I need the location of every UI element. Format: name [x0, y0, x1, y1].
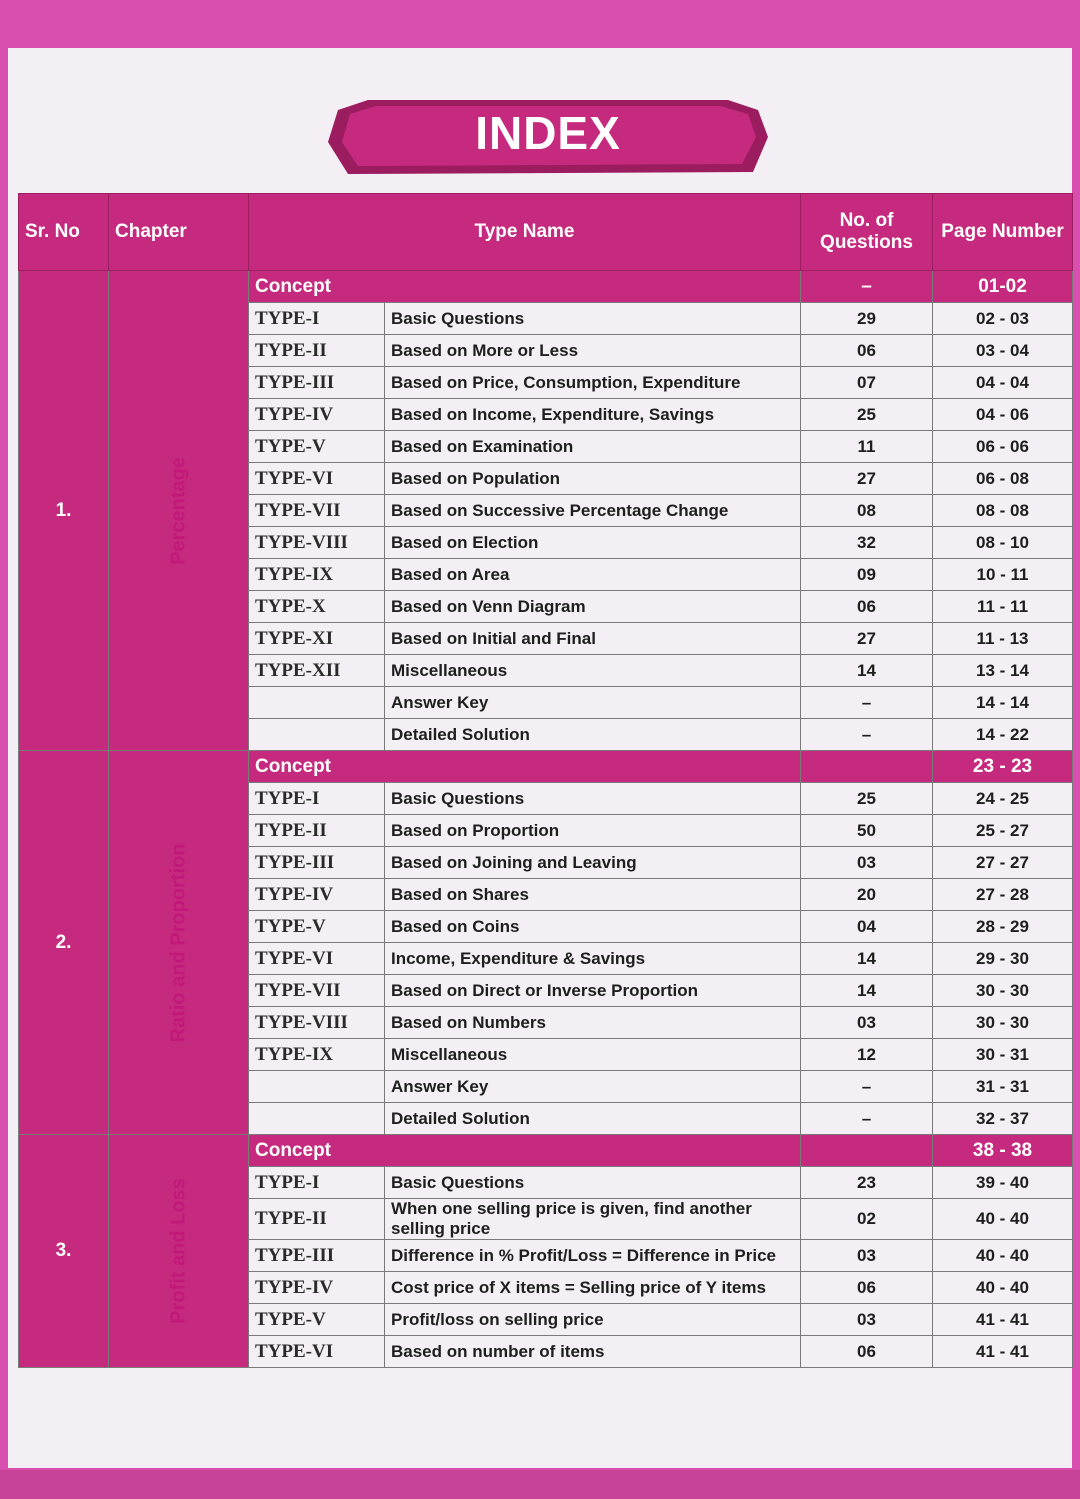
concept-row — [19, 751, 1073, 783]
type-name: Based on More or Less — [385, 335, 801, 367]
page-range: 08 - 08 — [933, 495, 1073, 527]
type-label: TYPE-VI — [249, 463, 385, 495]
question-count: 04 — [801, 911, 933, 943]
type-label — [249, 719, 385, 751]
question-count: 29 — [801, 303, 933, 335]
question-count: 03 — [801, 847, 933, 879]
type-label: TYPE-X — [249, 591, 385, 623]
type-label: TYPE-IX — [249, 1039, 385, 1071]
type-label: TYPE-III — [249, 847, 385, 879]
type-name: Based on Area — [385, 559, 801, 591]
concept-questions — [801, 751, 933, 783]
type-name: Answer Key — [385, 687, 801, 719]
concept-questions — [801, 1135, 933, 1167]
cover-edge — [0, 1470, 1080, 1499]
question-count: 14 — [801, 943, 933, 975]
type-label: TYPE-I — [249, 303, 385, 335]
type-label: TYPE-XII — [249, 655, 385, 687]
type-label: TYPE-IV — [249, 399, 385, 431]
question-count: 27 — [801, 623, 933, 655]
type-label: TYPE-VII — [249, 975, 385, 1007]
concept-questions: – — [801, 271, 933, 303]
question-count: 06 — [801, 1272, 933, 1304]
type-name: Based on Numbers — [385, 1007, 801, 1039]
type-name: Answer Key — [385, 1071, 801, 1103]
page-range: 30 - 30 — [933, 1007, 1073, 1039]
page-range: 02 - 03 — [933, 303, 1073, 335]
type-name: Based on Election — [385, 527, 801, 559]
chapter-name-cell — [109, 271, 249, 751]
page-range: 27 - 28 — [933, 879, 1073, 911]
type-name: Based on Initial and Final — [385, 623, 801, 655]
type-label: TYPE-IX — [249, 559, 385, 591]
type-name: Based on Coins — [385, 911, 801, 943]
type-label: TYPE-IV — [249, 1272, 385, 1304]
question-count: – — [801, 687, 933, 719]
type-name: Based on Direct or Inverse Proportion — [385, 975, 801, 1007]
type-name: Based on Shares — [385, 879, 801, 911]
type-name: Based on number of items — [385, 1336, 801, 1368]
type-label: TYPE-II — [249, 335, 385, 367]
concept-label: Concept — [249, 1135, 801, 1167]
page-range: 30 - 30 — [933, 975, 1073, 1007]
type-label: TYPE-II — [249, 815, 385, 847]
type-name: Based on Price, Consumption, Expenditure — [385, 367, 801, 399]
type-label: TYPE-VI — [249, 943, 385, 975]
question-count: 14 — [801, 975, 933, 1007]
page-range: 04 - 04 — [933, 367, 1073, 399]
page-range: 06 - 06 — [933, 431, 1073, 463]
concept-row — [19, 1135, 1073, 1167]
page-range: 06 - 08 — [933, 463, 1073, 495]
index-page — [8, 48, 1072, 1468]
type-name: Difference in % Profit/Loss = Difference in Price — [385, 1240, 801, 1272]
type-name: Basic Questions — [385, 783, 801, 815]
chapter-name: Ratio and Proportion — [167, 843, 189, 1042]
page-range: 27 - 27 — [933, 847, 1073, 879]
question-count: 06 — [801, 591, 933, 623]
question-count: 02 — [801, 1199, 933, 1240]
question-count: 32 — [801, 527, 933, 559]
type-name: Basic Questions — [385, 303, 801, 335]
type-name: Detailed Solution — [385, 1103, 801, 1135]
chapter-name: Percentage — [167, 456, 189, 565]
question-count: 11 — [801, 431, 933, 463]
type-name: Miscellaneous — [385, 655, 801, 687]
type-label: TYPE-II — [249, 1199, 385, 1240]
question-count: 14 — [801, 655, 933, 687]
type-label: TYPE-I — [249, 783, 385, 815]
type-name: Miscellaneous — [385, 1039, 801, 1071]
type-label — [249, 1103, 385, 1135]
type-label — [249, 687, 385, 719]
type-label: TYPE-V — [249, 431, 385, 463]
page-range: 24 - 25 — [933, 783, 1073, 815]
chapter-sr-no: 2. — [19, 751, 109, 1135]
concept-label: Concept — [249, 271, 801, 303]
page-range: 32 - 37 — [933, 1103, 1073, 1135]
page-range: 03 - 04 — [933, 335, 1073, 367]
type-label — [249, 1071, 385, 1103]
type-name: Based on Income, Expenditure, Savings — [385, 399, 801, 431]
page-range: 13 - 14 — [933, 655, 1073, 687]
question-count: 06 — [801, 1336, 933, 1368]
header-page-number: Page Number — [933, 194, 1073, 271]
page-range: 11 - 13 — [933, 623, 1073, 655]
concept-label: Concept — [249, 751, 801, 783]
page-range: 40 - 40 — [933, 1199, 1073, 1240]
type-name: Cost price of X items = Selling price of Y items — [385, 1272, 801, 1304]
page-range: 08 - 10 — [933, 527, 1073, 559]
type-label: TYPE-IV — [249, 879, 385, 911]
type-name: Based on Successive Percentage Change — [385, 495, 801, 527]
page-range: 40 - 40 — [933, 1272, 1073, 1304]
question-count: – — [801, 1103, 933, 1135]
concept-pages: 23 - 23 — [933, 751, 1073, 783]
table-body — [19, 271, 1073, 1368]
page-range: 41 - 41 — [933, 1304, 1073, 1336]
type-name: Profit/loss on selling price — [385, 1304, 801, 1336]
type-label: TYPE-III — [249, 367, 385, 399]
type-label: TYPE-XI — [249, 623, 385, 655]
chapter-name-cell — [109, 751, 249, 1135]
question-count: 03 — [801, 1304, 933, 1336]
index-title: INDEX — [475, 107, 621, 159]
chapter-name: Profit and Loss — [167, 1178, 189, 1324]
page-range: 14 - 22 — [933, 719, 1073, 751]
type-name: Based on Examination — [385, 431, 801, 463]
question-count: 27 — [801, 463, 933, 495]
question-count: 25 — [801, 783, 933, 815]
question-count: 03 — [801, 1240, 933, 1272]
type-name: Detailed Solution — [385, 719, 801, 751]
type-label: TYPE-V — [249, 1304, 385, 1336]
header-chapter: Chapter — [109, 194, 249, 271]
page-range: 10 - 11 — [933, 559, 1073, 591]
header-sr-no: Sr. No — [19, 194, 109, 271]
question-count: 08 — [801, 495, 933, 527]
type-label: TYPE-VIII — [249, 527, 385, 559]
type-name: Based on Joining and Leaving — [385, 847, 801, 879]
page-range: 04 - 06 — [933, 399, 1073, 431]
header-no-of-questions: No. of Questions — [801, 194, 933, 271]
type-name: Income, Expenditure & Savings — [385, 943, 801, 975]
concept-pages: 38 - 38 — [933, 1135, 1073, 1167]
index-banner — [328, 92, 768, 182]
chapter-sr-no: 3. — [19, 1135, 109, 1368]
page-range: 14 - 14 — [933, 687, 1073, 719]
question-count: 50 — [801, 815, 933, 847]
index-table — [18, 193, 1073, 1368]
page-range: 31 - 31 — [933, 1071, 1073, 1103]
type-name: When one selling price is given, find another selling price — [385, 1199, 801, 1240]
question-count: 03 — [801, 1007, 933, 1039]
type-label: TYPE-V — [249, 911, 385, 943]
question-count: 12 — [801, 1039, 933, 1071]
page-range: 40 - 40 — [933, 1240, 1073, 1272]
question-count: 09 — [801, 559, 933, 591]
page-range: 41 - 41 — [933, 1336, 1073, 1368]
concept-row — [19, 271, 1073, 303]
table-header-row — [19, 194, 1073, 271]
chapter-sr-no: 1. — [19, 271, 109, 751]
page-range: 11 - 11 — [933, 591, 1073, 623]
question-count: 06 — [801, 335, 933, 367]
type-name: Based on Venn Diagram — [385, 591, 801, 623]
page-range: 39 - 40 — [933, 1167, 1073, 1199]
question-count: 07 — [801, 367, 933, 399]
question-count: 23 — [801, 1167, 933, 1199]
type-name: Based on Proportion — [385, 815, 801, 847]
page-range: 29 - 30 — [933, 943, 1073, 975]
question-count: – — [801, 1071, 933, 1103]
question-count: – — [801, 719, 933, 751]
chapter-name-cell — [109, 1135, 249, 1368]
page-range: 30 - 31 — [933, 1039, 1073, 1071]
type-label: TYPE-III — [249, 1240, 385, 1272]
type-name: Basic Questions — [385, 1167, 801, 1199]
page-range: 25 - 27 — [933, 815, 1073, 847]
page-range: 28 - 29 — [933, 911, 1073, 943]
question-count: 20 — [801, 879, 933, 911]
type-label: TYPE-VI — [249, 1336, 385, 1368]
question-count: 25 — [801, 399, 933, 431]
type-label: TYPE-VII — [249, 495, 385, 527]
type-name: Based on Population — [385, 463, 801, 495]
concept-pages: 01-02 — [933, 271, 1073, 303]
type-label: TYPE-VIII — [249, 1007, 385, 1039]
header-type-name: Type Name — [249, 194, 801, 271]
type-label: TYPE-I — [249, 1167, 385, 1199]
